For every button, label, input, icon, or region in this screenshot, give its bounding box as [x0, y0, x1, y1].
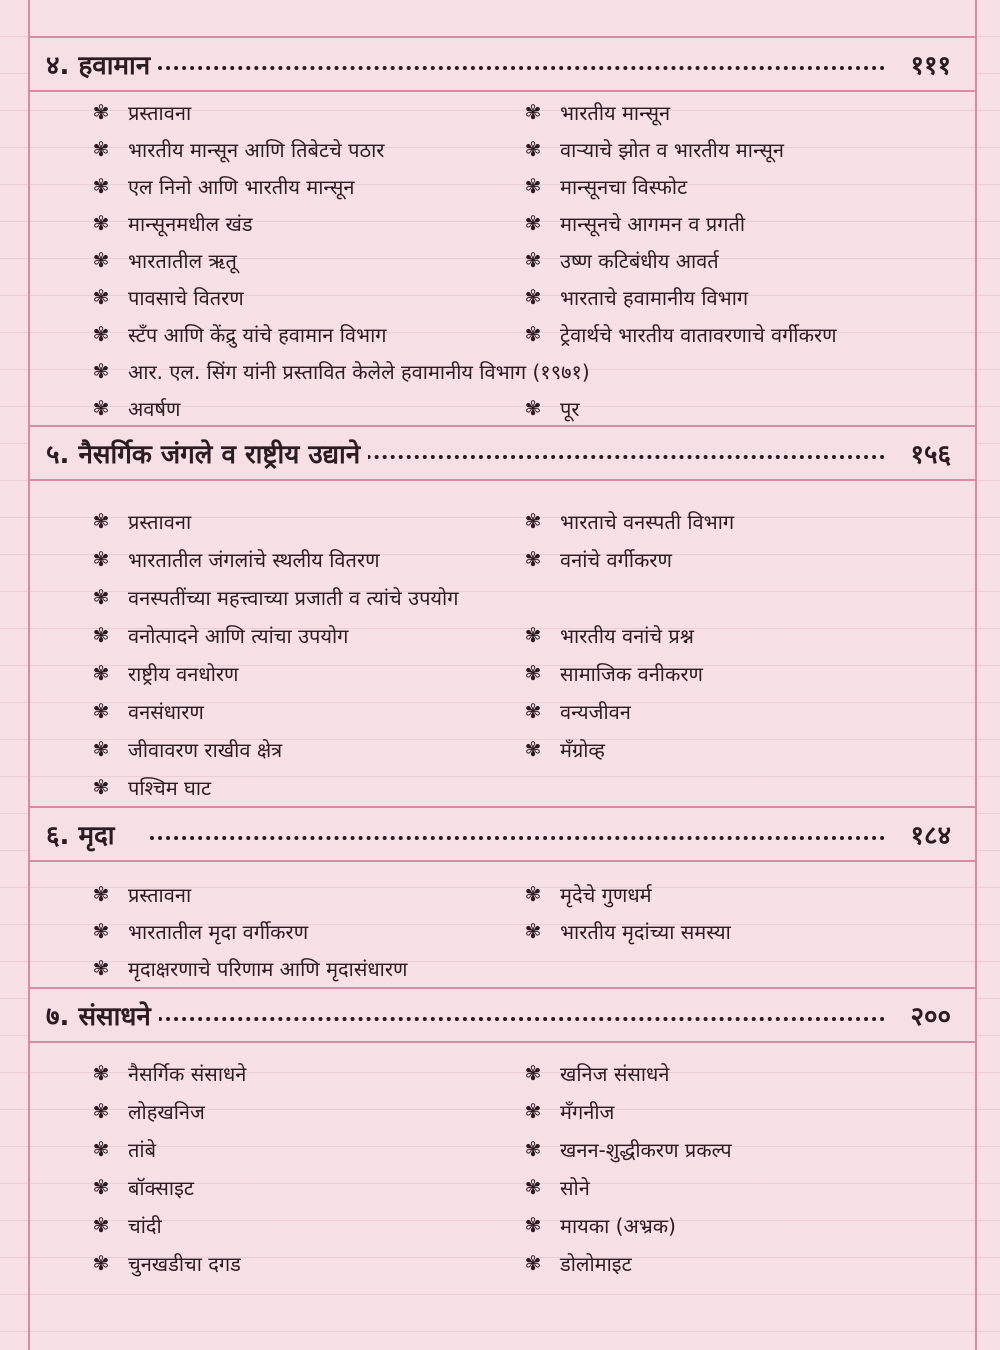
list-item: ✾ मान्सूनचे आगमन व प्रगती [520, 207, 745, 239]
section-header [30, 36, 975, 92]
section-5 [30, 425, 975, 800]
list-item: ✾ बॉक्साइट [88, 1171, 194, 1203]
list-item: ✾ भारताचे वनस्पती विभाग [520, 505, 734, 537]
fleuron-icon: ✾ [524, 919, 542, 943]
fleuron-icon: ✾ [92, 919, 110, 943]
section-page-number: १११ [902, 46, 951, 82]
list-item: ✾ आर. एल. सिंग यांनी प्रस्तावित केलेले हवामानीय विभाग (१९७१) [88, 355, 590, 387]
list-item: ✾ स्टँप आणि केंद्रु यांचे हवामान विभाग [88, 318, 387, 350]
section-title: ५. नैसर्गिक जंगले व राष्ट्रीय उद्याने [46, 435, 368, 471]
list-item: ✾ मृदेचे गुणधर्म [520, 878, 652, 910]
list-item: ✾ तांबे [88, 1133, 156, 1165]
list-item: ✾ नैसर्गिक संसाधने [88, 1057, 246, 1089]
fleuron-icon: ✾ [92, 211, 110, 235]
fleuron-icon: ✾ [92, 1137, 110, 1161]
fleuron-icon: ✾ [92, 956, 110, 980]
list-item: ✾ वनसंधारण [88, 695, 204, 727]
fleuron-icon: ✾ [524, 174, 542, 198]
section-6 [30, 806, 975, 981]
section-page-number: १८४ [902, 816, 951, 852]
list-item: ✾ चांदी [88, 1209, 162, 1241]
fleuron-icon: ✾ [524, 882, 542, 906]
list-item: ✾ वनांचे वर्गीकरण [520, 543, 672, 575]
list-item: ✾ प्रस्तावना [88, 505, 191, 537]
fleuron-icon: ✾ [524, 661, 542, 685]
list-item: ✾ मान्सूनचा विस्फोट [520, 170, 687, 202]
list-item: ✾ भारतीय वनांचे प्रश्न [520, 619, 694, 651]
fleuron-icon: ✾ [524, 137, 542, 161]
fleuron-icon: ✾ [92, 547, 110, 571]
list-item: ✾ खनन-शुद्धीकरण प्रकल्प [520, 1133, 732, 1165]
list-item: ✾ सामाजिक वनीकरण [520, 657, 703, 689]
fleuron-icon: ✾ [92, 882, 110, 906]
fleuron-icon: ✾ [92, 1213, 110, 1237]
list-item: ✾ भारतातील ऋतू [88, 244, 237, 276]
list-item: ✾ मँग्रोव्ह [520, 733, 605, 765]
dot-leader [150, 1017, 885, 1021]
list-item: ✾ सोने [520, 1171, 590, 1203]
fleuron-icon: ✾ [92, 699, 110, 723]
list-item: ✾ जीवावरण राखीव क्षेत्र [88, 733, 282, 765]
fleuron-icon: ✾ [92, 1175, 110, 1199]
fleuron-icon: ✾ [524, 547, 542, 571]
list-item: ✾ पश्चिम घाट [88, 771, 211, 803]
list-item: ✾ भारतातील जंगलांचे स्थलीय वितरण [88, 543, 380, 575]
fleuron-icon: ✾ [92, 737, 110, 761]
list-item: ✾ वाऱ्याचे झोत व भारतीय मान्सून [520, 133, 784, 165]
fleuron-icon: ✾ [524, 1061, 542, 1085]
section-4 [30, 36, 975, 421]
list-item: ✾ प्रस्तावना [88, 96, 191, 128]
section-page-number: २०० [902, 997, 951, 1033]
fleuron-icon: ✾ [524, 248, 542, 272]
list-item: ✾ मृदाक्षरणाचे परिणाम आणि मृदासंधारण [88, 952, 408, 984]
fleuron-icon: ✾ [524, 285, 542, 309]
list-item: ✾ प्रस्तावना [88, 878, 191, 910]
section-7 [30, 987, 975, 1276]
section-header [30, 425, 975, 481]
fleuron-icon: ✾ [92, 585, 110, 609]
list-item: ✾ वनस्पतींच्या महत्त्वाच्या प्रजाती व त्यांचे उपयोग [88, 581, 458, 613]
list-item: ✾ उष्ण कटिबंधीय आवर्त [520, 244, 719, 276]
section-header [30, 987, 975, 1043]
fleuron-icon: ✾ [92, 1251, 110, 1275]
fleuron-icon: ✾ [92, 1061, 110, 1085]
fleuron-icon: ✾ [92, 248, 110, 272]
list-item: ✾ भारतीय मान्सून [520, 96, 670, 128]
fleuron-icon: ✾ [92, 100, 110, 124]
list-item: ✾ वनोत्पादने आणि त्यांचा उपयोग [88, 619, 348, 651]
margin-line-left [28, 0, 30, 1350]
section-title: ६. मृदा [46, 816, 123, 852]
fleuron-icon: ✾ [524, 100, 542, 124]
list-item: ✾ अवर्षण [88, 392, 180, 424]
section-title: ४. हवामान [46, 46, 158, 82]
fleuron-icon: ✾ [92, 623, 110, 647]
fleuron-icon: ✾ [524, 396, 542, 420]
fleuron-icon: ✾ [92, 775, 110, 799]
list-item: ✾ राष्ट्रीय वनधोरण [88, 657, 239, 689]
fleuron-icon: ✾ [92, 661, 110, 685]
list-item: ✾ ट्रेवार्थचे भारतीय वातावरणाचे वर्गीकरण [520, 318, 837, 350]
list-item: ✾ एल निनो आणि भारतीय मान्सून [88, 170, 355, 202]
list-item: ✾ वन्यजीवन [520, 695, 631, 727]
fleuron-icon: ✾ [524, 699, 542, 723]
fleuron-icon: ✾ [524, 211, 542, 235]
fleuron-icon: ✾ [92, 137, 110, 161]
dot-leader [150, 836, 885, 840]
fleuron-icon: ✾ [92, 322, 110, 346]
list-item: ✾ डोलोमाइट [520, 1247, 632, 1279]
fleuron-icon: ✾ [524, 1251, 542, 1275]
margin-line-right [975, 0, 977, 1350]
fleuron-icon: ✾ [92, 1099, 110, 1123]
fleuron-icon: ✾ [524, 737, 542, 761]
list-item: ✾ भारताचे हवामानीय विभाग [520, 281, 748, 313]
fleuron-icon: ✾ [524, 1099, 542, 1123]
list-item: ✾ मायका (अभ्रक) [520, 1209, 676, 1241]
list-item: ✾ लोहखनिज [88, 1095, 205, 1127]
fleuron-icon: ✾ [524, 1175, 542, 1199]
fleuron-icon: ✾ [92, 359, 110, 383]
fleuron-icon: ✾ [92, 174, 110, 198]
list-item: ✾ भारतीय मृदांच्या समस्या [520, 915, 731, 947]
list-item: ✾ भारतीय मान्सून आणि तिबेटचे पठार [88, 133, 384, 165]
list-item: ✾ पूर [520, 392, 580, 424]
list-item: ✾ मान्सूनमधील खंड [88, 207, 253, 239]
section-header [30, 806, 975, 862]
list-item: ✾ पावसाचे वितरण [88, 281, 244, 313]
list-item: ✾ मँगनीज [520, 1095, 614, 1127]
list-item: ✾ खनिज संसाधने [520, 1057, 669, 1089]
fleuron-icon: ✾ [524, 623, 542, 647]
fleuron-icon: ✾ [524, 509, 542, 533]
fleuron-icon: ✾ [92, 285, 110, 309]
list-item: ✾ चुनखडीचा दगड [88, 1247, 241, 1279]
fleuron-icon: ✾ [524, 1137, 542, 1161]
fleuron-icon: ✾ [92, 396, 110, 420]
dot-leader [150, 66, 885, 70]
fleuron-icon: ✾ [524, 1213, 542, 1237]
section-title: ७. संसाधने [46, 997, 159, 1033]
fleuron-icon: ✾ [524, 322, 542, 346]
fleuron-icon: ✾ [92, 509, 110, 533]
section-page-number: १५६ [902, 435, 951, 471]
list-item: ✾ भारतातील मृदा वर्गीकरण [88, 915, 308, 947]
